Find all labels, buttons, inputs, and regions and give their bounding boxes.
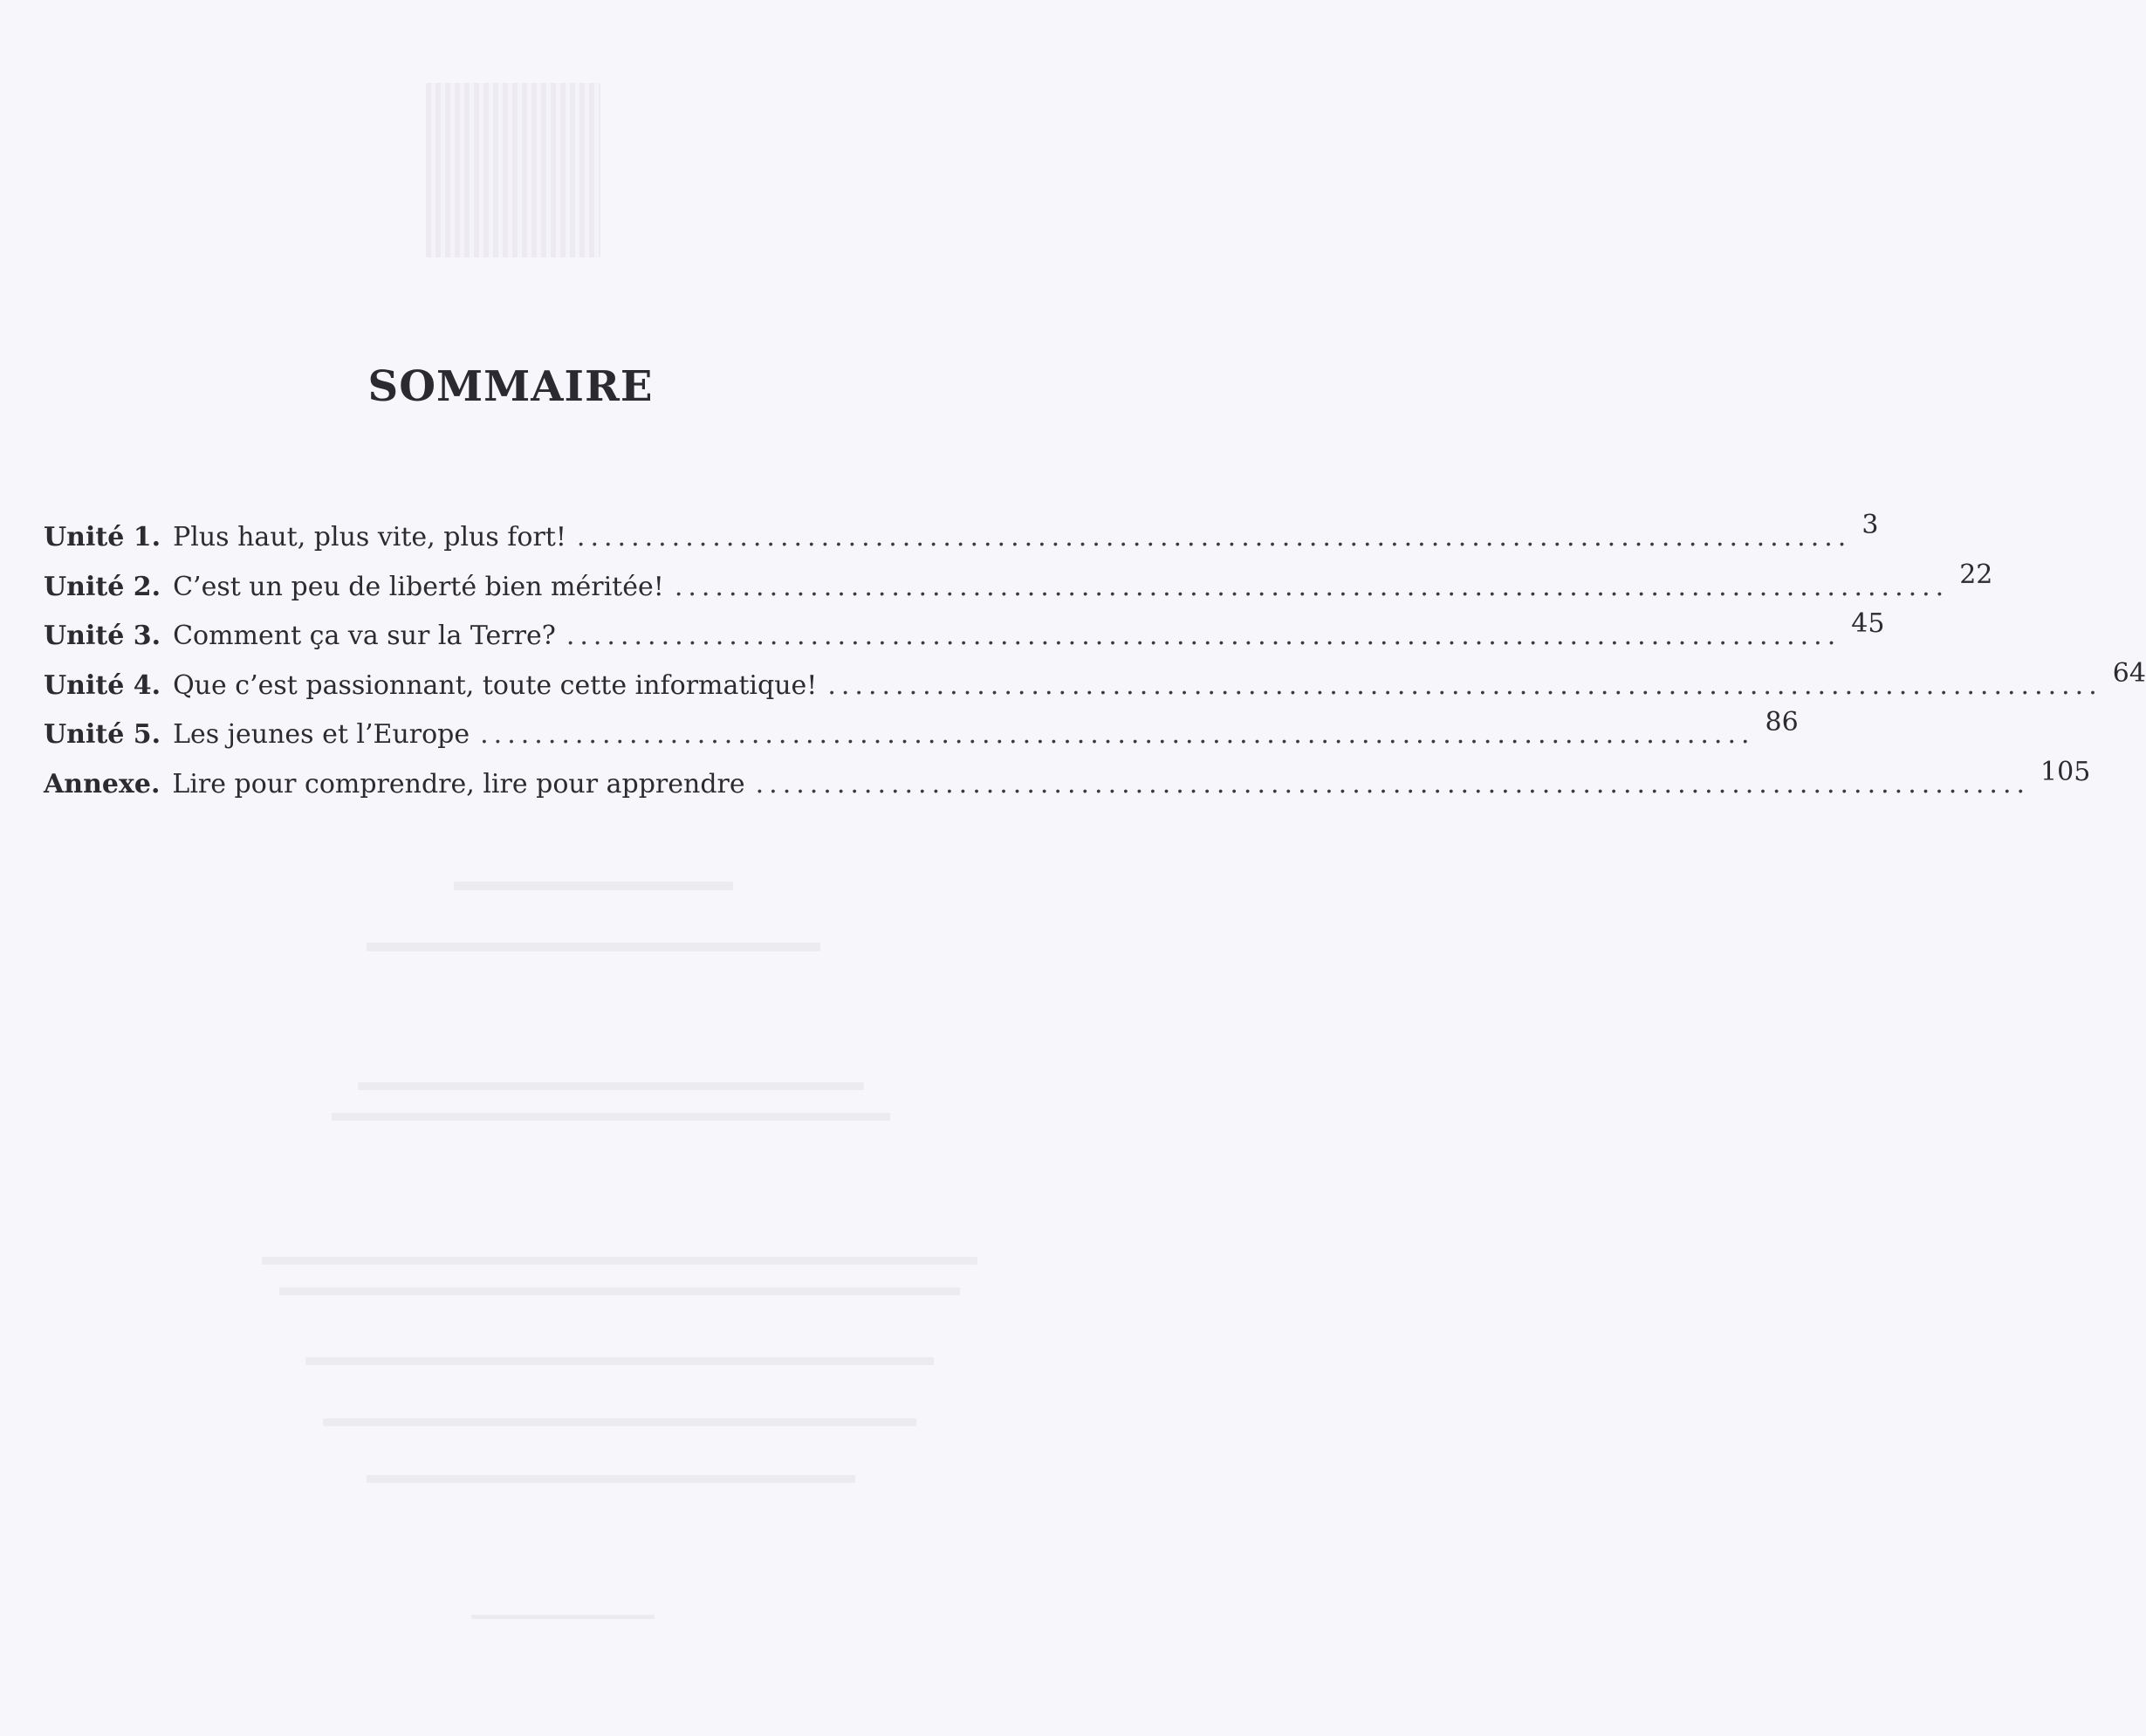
toc-entry-label: Annexe.: [44, 768, 161, 799]
toc-entry-page: 105: [2040, 756, 2091, 787]
toc-entry-label: Unité 1.: [44, 522, 161, 552]
toc-entry-6[interactable]: [44, 756, 2091, 819]
toc-entry-page: 22: [1959, 559, 1993, 590]
toc-entry-title: Les jeunes et l’Europe: [173, 719, 470, 750]
bleed-through-line: [367, 1475, 855, 1483]
toc-entry-label: Unité 5.: [44, 719, 161, 750]
toc-entry-title: Que c’est passionnant, toute cette informatique!: [173, 669, 818, 701]
bleed-through-line: [305, 1357, 934, 1365]
toc-entry-title: Lire pour comprendre, lire pour apprendre: [172, 768, 745, 799]
bleed-through-line: [279, 1287, 960, 1295]
toc-entry-page: 45: [1851, 608, 1885, 639]
toc-entry-title: C’est un peu de liberté bien méritée!: [173, 571, 664, 602]
toc-entry-title: Plus haut, plus vite, plus fort!: [173, 522, 566, 552]
dot-leader: ..............................................................................................: [576, 522, 1852, 552]
dot-leader: ..............................................................................................: [566, 621, 1841, 651]
toc-entry-label: Unité 2.: [44, 571, 161, 602]
bleed-through-line: [323, 1418, 916, 1426]
bleed-through-line: [262, 1257, 977, 1265]
page-title: SOMMAIRE: [367, 362, 654, 411]
toc-entry-label: Unité 3.: [44, 621, 161, 651]
toc-entry-label: Unité 4.: [44, 669, 161, 701]
toc-entry-page: 3: [1861, 510, 1879, 540]
bleed-through-line: [471, 1615, 655, 1619]
dot-leader: ..............................................................................................: [480, 719, 1755, 750]
dot-leader: ..............................................................................................: [827, 669, 2102, 701]
bleed-through-line: [454, 882, 733, 890]
bleed-through-qr-mark: [426, 83, 600, 257]
toc-entry-page: 86: [1765, 707, 1799, 738]
toc-entry-1[interactable]: [44, 510, 1879, 572]
toc-entry-4[interactable]: [44, 657, 2146, 720]
bleed-through-line: [367, 943, 820, 951]
dot-leader: ..............................................................................................: [674, 571, 1950, 602]
toc-entry-3[interactable]: [44, 608, 1885, 670]
toc-entry-2[interactable]: [44, 559, 1993, 621]
dot-leader: ..............................................................................................: [755, 768, 2031, 799]
toc-entry-5[interactable]: [44, 707, 1799, 769]
table-of-contents: [44, 510, 2146, 818]
toc-entry-title: Comment ça va sur la Terre?: [173, 621, 556, 651]
bleed-through-line: [332, 1113, 890, 1121]
bleed-through-line: [358, 1082, 864, 1090]
toc-entry-page: 64: [2112, 657, 2146, 689]
